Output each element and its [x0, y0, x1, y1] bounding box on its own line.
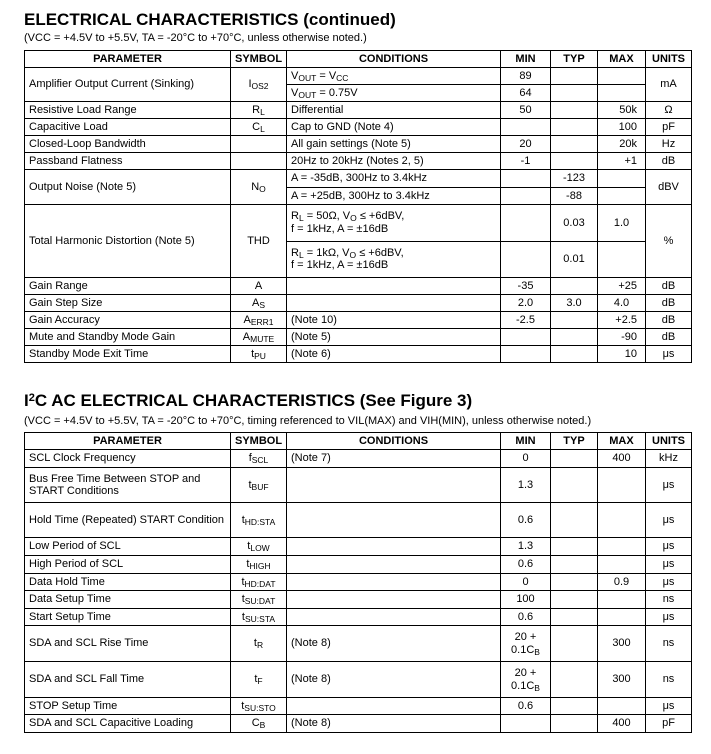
max-cell: 100	[598, 119, 646, 136]
symbol-cell: THD	[231, 205, 287, 278]
symbol-cell: $t_{SU:DAT}$	[231, 591, 287, 609]
param-cell: SDA and SCL Rise Time	[25, 626, 231, 662]
symbol-cell: $N_O$	[231, 170, 287, 205]
max-cell	[598, 170, 646, 188]
units-cell: μs	[646, 538, 692, 556]
table-row	[25, 556, 692, 574]
condition-cell: A = -35dB, 300Hz to 3.4kHz	[287, 170, 501, 188]
symbol-cell: $t_{BUF}$	[231, 468, 287, 503]
typ-cell	[551, 153, 598, 170]
symbol-cell: $I_{OS2}$	[231, 68, 287, 102]
col-header-units: UNITS	[646, 51, 692, 68]
symbol-cell: $f_{SCL}$	[231, 450, 287, 468]
param-cell: Resistive Load Range	[25, 102, 231, 119]
min-cell: 20 + $0.1C_B$	[501, 662, 551, 698]
header-row	[25, 51, 692, 68]
typ-cell: 0.01	[551, 241, 598, 278]
condition-cell: $V_{OUT} = 0.75V$	[287, 85, 501, 102]
max-cell	[598, 503, 646, 538]
symbol-cell: $A_{MUTE}$	[231, 329, 287, 346]
typ-cell	[551, 119, 598, 136]
symbol-cell: $t_{HD:STA}$	[231, 503, 287, 538]
condition-cell: (Note 6)	[287, 346, 501, 363]
table-row	[25, 626, 692, 662]
min-cell: 0.6	[501, 609, 551, 626]
typ-cell	[551, 609, 598, 626]
max-cell	[598, 468, 646, 503]
units-cell: pF	[646, 119, 692, 136]
condition-cell	[287, 295, 501, 312]
condition-cell	[287, 556, 501, 574]
min-cell	[501, 205, 551, 242]
units-cell: dB	[646, 153, 692, 170]
min-cell	[501, 329, 551, 346]
table-row	[25, 574, 692, 591]
max-cell: +25	[598, 278, 646, 295]
min-cell: -2.5	[501, 312, 551, 329]
condition-cell	[287, 538, 501, 556]
param-cell: SCL Clock Frequency	[25, 450, 231, 468]
table-row	[25, 346, 692, 363]
max-cell: 1.0	[598, 205, 646, 242]
param-cell: Gain Accuracy	[25, 312, 231, 329]
param-cell: Hold Time (Repeated) START Condition	[25, 503, 231, 538]
section1-title: ELECTRICAL CHARACTERISTICS (continued)	[24, 10, 396, 29]
min-cell: 0.6	[501, 698, 551, 715]
col-header-parameter: PARAMETER	[25, 433, 231, 450]
typ-cell	[551, 574, 598, 591]
units-cell: μs	[646, 609, 692, 626]
min-cell: 64	[501, 85, 551, 102]
col-header-conditions: CONDITIONS	[287, 433, 501, 450]
col-header-max: MAX	[598, 51, 646, 68]
col-header-typ: TYP	[551, 433, 598, 450]
table-row	[25, 136, 692, 153]
symbol-cell: $t_{PU}$	[231, 346, 287, 363]
units-cell: ns	[646, 626, 692, 662]
max-cell: +1	[598, 153, 646, 170]
typ-cell	[551, 698, 598, 715]
max-cell: 400	[598, 450, 646, 468]
max-cell: 50k	[598, 102, 646, 119]
param-cell: Start Setup Time	[25, 609, 231, 626]
table-row	[25, 329, 692, 346]
param-cell: Gain Step Size	[25, 295, 231, 312]
param-cell: Output Noise (Note 5)	[25, 170, 231, 205]
symbol-cell: $t_{HD:DAT}$	[231, 574, 287, 591]
typ-cell	[551, 450, 598, 468]
max-cell	[598, 241, 646, 278]
col-header-typ: TYP	[551, 51, 598, 68]
max-cell	[598, 68, 646, 85]
units-cell: mA	[646, 68, 692, 102]
col-header-max: MAX	[598, 433, 646, 450]
col-header-symbol: SYMBOL	[231, 433, 287, 450]
table-row	[25, 102, 692, 119]
param-cell: Amplifier Output Current (Sinking)	[25, 68, 231, 102]
units-cell: μs	[646, 574, 692, 591]
units-cell: %	[646, 205, 692, 278]
typ-cell	[551, 312, 598, 329]
i2c-ac-characteristics-table	[24, 432, 692, 733]
typ-cell	[551, 556, 598, 574]
symbol-cell: $C_L$	[231, 119, 287, 136]
min-cell	[501, 241, 551, 278]
max-cell: 300	[598, 626, 646, 662]
min-cell: 20 + $0.1C_B$	[501, 626, 551, 662]
condition-cell: Cap to GND (Note 4)	[287, 119, 501, 136]
param-cell: SDA and SCL Fall Time	[25, 662, 231, 698]
table-row	[25, 119, 692, 136]
condition-cell: A = +25dB, 300Hz to 3.4kHz	[287, 187, 501, 205]
typ-cell	[551, 102, 598, 119]
param-cell: Gain Range	[25, 278, 231, 295]
typ-cell: 3.0	[551, 295, 598, 312]
condition-cell: (Note 10)	[287, 312, 501, 329]
typ-cell	[551, 503, 598, 538]
table-row	[25, 68, 692, 85]
typ-cell	[551, 68, 598, 85]
symbol-cell	[231, 153, 287, 170]
table-row	[25, 609, 692, 626]
units-cell: ns	[646, 662, 692, 698]
min-cell: 0.6	[501, 503, 551, 538]
typ-cell	[551, 278, 598, 295]
min-cell: 89	[501, 68, 551, 85]
min-cell: 0	[501, 450, 551, 468]
param-cell: Passband Flatness	[25, 153, 231, 170]
min-cell: -35	[501, 278, 551, 295]
electrical-characteristics-table	[24, 50, 692, 363]
symbol-cell: $A_S$	[231, 295, 287, 312]
min-cell: 100	[501, 591, 551, 609]
max-cell: 20k	[598, 136, 646, 153]
condition-cell: $V_{OUT} = V_{CC}$	[287, 68, 501, 85]
condition-cell	[287, 609, 501, 626]
condition-cell: (Note 8)	[287, 715, 501, 733]
min-cell	[501, 187, 551, 205]
symbol-cell: $R_L$	[231, 102, 287, 119]
condition-cell: (Note 8)	[287, 662, 501, 698]
typ-cell: -123	[551, 170, 598, 188]
units-cell: μs	[646, 556, 692, 574]
section2-conditions: (VCC = +4.5V to +5.5V, TA = -20°C to +70°C, timing referenced to VIL(MAX) and VIH(MIN), unless otherwise noted.)	[24, 415, 592, 427]
min-cell: 0	[501, 574, 551, 591]
header-row	[25, 433, 692, 450]
units-cell: dBV	[646, 170, 692, 205]
max-cell: 0.9	[598, 574, 646, 591]
max-cell	[598, 85, 646, 102]
condition-cell	[287, 503, 501, 538]
symbol-cell: $t_{LOW}$	[231, 538, 287, 556]
min-cell: 1.3	[501, 468, 551, 503]
typ-cell	[551, 85, 598, 102]
condition-cell	[287, 574, 501, 591]
max-cell: +2.5	[598, 312, 646, 329]
max-cell: -90	[598, 329, 646, 346]
typ-cell	[551, 329, 598, 346]
min-cell: 0.6	[501, 556, 551, 574]
units-cell: ns	[646, 591, 692, 609]
condition-cell: (Note 5)	[287, 329, 501, 346]
table-row	[25, 153, 692, 170]
max-cell	[598, 591, 646, 609]
col-header-conditions: CONDITIONS	[287, 51, 501, 68]
typ-cell	[551, 662, 598, 698]
symbol-cell: $C_B$	[231, 715, 287, 733]
param-cell: Standby Mode Exit Time	[25, 346, 231, 363]
typ-cell: 0.03	[551, 205, 598, 242]
max-cell: 10	[598, 346, 646, 363]
units-cell: dB	[646, 329, 692, 346]
units-cell: μs	[646, 468, 692, 503]
max-cell: 400	[598, 715, 646, 733]
table-row	[25, 698, 692, 715]
min-cell	[501, 715, 551, 733]
param-cell: Total Harmonic Distortion (Note 5)	[25, 205, 231, 278]
param-cell: Mute and Standby Mode Gain	[25, 329, 231, 346]
param-cell: Data Hold Time	[25, 574, 231, 591]
condition-cell	[287, 698, 501, 715]
units-cell: Ω	[646, 102, 692, 119]
units-cell: dB	[646, 312, 692, 329]
max-cell	[598, 698, 646, 715]
section1-conditions: (VCC = +4.5V to +5.5V, TA = -20°C to +70°C, unless otherwise noted.)	[24, 32, 367, 44]
max-cell: 4.0	[598, 295, 646, 312]
typ-cell	[551, 626, 598, 662]
condition-cell: All gain settings (Note 5)	[287, 136, 501, 153]
min-cell: 50	[501, 102, 551, 119]
col-header-units: UNITS	[646, 433, 692, 450]
typ-cell	[551, 346, 598, 363]
param-cell: High Period of SCL	[25, 556, 231, 574]
units-cell: Hz	[646, 136, 692, 153]
table-row	[25, 538, 692, 556]
col-header-symbol: SYMBOL	[231, 51, 287, 68]
table-row	[25, 468, 692, 503]
units-cell: dB	[646, 278, 692, 295]
typ-cell	[551, 538, 598, 556]
symbol-cell: $t_R$	[231, 626, 287, 662]
table-row	[25, 503, 692, 538]
units-cell: dB	[646, 295, 692, 312]
table-row	[25, 170, 692, 188]
symbol-cell: $t_{SU:STA}$	[231, 609, 287, 626]
table-row	[25, 715, 692, 733]
symbol-cell: $t_{SU:STO}$	[231, 698, 287, 715]
col-header-min: MIN	[501, 433, 551, 450]
table-row	[25, 450, 692, 468]
symbol-cell: $t_F$	[231, 662, 287, 698]
param-cell: Closed-Loop Bandwidth	[25, 136, 231, 153]
condition-cell: 20Hz to 20kHz (Notes 2, 5)	[287, 153, 501, 170]
condition-cell	[287, 278, 501, 295]
symbol-cell	[231, 136, 287, 153]
min-cell: 20	[501, 136, 551, 153]
symbol-cell: A	[231, 278, 287, 295]
typ-cell	[551, 136, 598, 153]
units-cell: μs	[646, 698, 692, 715]
condition-cell: Differential	[287, 102, 501, 119]
min-cell: 1.3	[501, 538, 551, 556]
condition-cell: $R_L = 50\Omega$, $V_O \le +6dBV$, f = 1kHz, A = ±16dB	[287, 205, 501, 242]
units-cell: μs	[646, 503, 692, 538]
col-header-parameter: PARAMETER	[25, 51, 231, 68]
table-row	[25, 591, 692, 609]
condition-cell	[287, 591, 501, 609]
max-cell: 300	[598, 662, 646, 698]
table-row	[25, 662, 692, 698]
param-cell: Low Period of SCL	[25, 538, 231, 556]
param-cell: Bus Free Time Between STOP and START Conditions	[25, 468, 231, 503]
param-cell: Capacitive Load	[25, 119, 231, 136]
condition-cell: (Note 7)	[287, 450, 501, 468]
table-row	[25, 278, 692, 295]
symbol-cell: $t_{HIGH}$	[231, 556, 287, 574]
max-cell	[598, 556, 646, 574]
min-cell: 2.0	[501, 295, 551, 312]
table-row	[25, 205, 692, 242]
table-row	[25, 312, 692, 329]
max-cell	[598, 538, 646, 556]
param-cell: Data Setup Time	[25, 591, 231, 609]
max-cell	[598, 609, 646, 626]
min-cell	[501, 346, 551, 363]
units-cell: kHz	[646, 450, 692, 468]
min-cell	[501, 119, 551, 136]
param-cell: STOP Setup Time	[25, 698, 231, 715]
symbol-cell: $A_{ERR1}$	[231, 312, 287, 329]
condition-cell: $R_L = 1k\Omega$, $V_O \le +6dBV$, f = 1kHz, A = ±16dB	[287, 241, 501, 278]
min-cell	[501, 170, 551, 188]
col-header-min: MIN	[501, 51, 551, 68]
units-cell: μs	[646, 346, 692, 363]
units-cell: pF	[646, 715, 692, 733]
param-cell: SDA and SCL Capacitive Loading	[25, 715, 231, 733]
max-cell	[598, 187, 646, 205]
section2-title: $I^2C$ AC ELECTRICAL CHARACTERISTICS (See Figure 3)	[24, 391, 473, 410]
condition-cell	[287, 468, 501, 503]
condition-cell: (Note 8)	[287, 626, 501, 662]
min-cell: -1	[501, 153, 551, 170]
typ-cell	[551, 468, 598, 503]
typ-cell	[551, 591, 598, 609]
table-row	[25, 295, 692, 312]
typ-cell	[551, 715, 598, 733]
typ-cell: -88	[551, 187, 598, 205]
